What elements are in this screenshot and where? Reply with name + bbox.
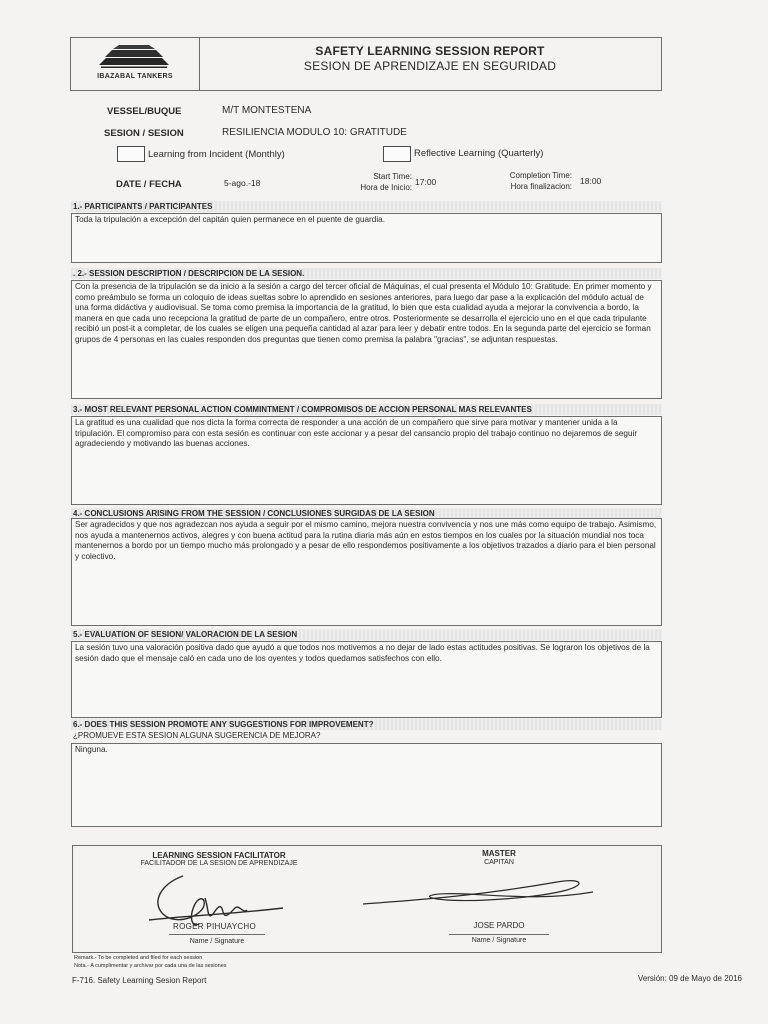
master-signature-icon xyxy=(357,870,597,914)
completion-time-label-es: Hora finalizacion: xyxy=(510,182,572,191)
master-name-caption: Name / Signature xyxy=(471,937,527,944)
session-value: RESILIENCIA MODULO 10: GRATITUDE xyxy=(222,127,407,138)
session-label: SESION / SESION xyxy=(104,128,184,139)
suggestions-heading: 6.- DOES THIS SESSION PROMOTE ANY SUGGESTIONS FOR IMPROVEMENT? xyxy=(71,719,662,730)
suggestions-field[interactable]: Ninguna. xyxy=(71,743,662,827)
facilitator-name-caption: Name / Signature xyxy=(189,938,245,945)
evaluation-heading: 5.- EVALUATION OF SESION/ VALORACION DE LA SESION xyxy=(71,629,662,640)
facilitator-title: LEARNING SESSION FACILITATOR xyxy=(152,851,286,860)
form-id: F-716. Safety Learning Sesion Report xyxy=(72,976,207,985)
vessel-label: VESSEL/BUQUE xyxy=(107,106,182,117)
suggestions-heading-es: ¿PROMUEVE ESTA SESION ALGUNA SUGERENCIA DE MEJORA? xyxy=(73,731,321,740)
facilitator-name: ROGER PIHUAYCHO xyxy=(173,922,257,931)
tanker-logo-icon xyxy=(99,45,169,69)
start-time-label: Start Time: xyxy=(373,172,412,181)
report-title: SAFETY LEARNING SESSION REPORT xyxy=(315,44,545,58)
evaluation-field[interactable]: La sesión tuvo una valoración positiva dado que ayudó a que todos nos motivemos a no dejar de lado estas actitudes positivas. Se lograron los objetivos de la sesión dado que el mensaje caló en cada uno de los oyentes y todos quedamos satisfechos con ello. xyxy=(71,641,662,718)
nota-note: Nota.- A cumplimentar y archivar por cada una de las sesiones xyxy=(74,963,227,969)
start-time-value: 17:00 xyxy=(415,177,437,187)
start-time-label-es: Hora de Inicio: xyxy=(360,183,412,192)
conclusions-heading: 4.- CONCLUSIONS ARISING FROM THE SESSION / CONCLUSIONES SURGIDAS DE LA SESION xyxy=(71,508,662,519)
company-logo xyxy=(71,38,200,90)
completion-time-value: 18:00 xyxy=(580,176,602,186)
logo-text: IBAZABAL TANKERS xyxy=(97,73,173,80)
incident-checkbox[interactable] xyxy=(117,146,145,162)
reflective-checkbox[interactable] xyxy=(383,146,411,162)
commitment-heading: 3.- MOST RELEVANT PERSONAL ACTION COMMINTMENT / COMPROMISOS DE ACCION PERSONAL MAS RELEVANTES xyxy=(71,404,662,415)
master-name: JOSE PARDO xyxy=(473,921,525,930)
commitment-field[interactable]: La gratitud es una cualidad que nos dicta la forma correcta de responder a una acción de un compañero que sirve para motivar y mantener unida a la tripulación. El compromiso para con esta sesión es continuar con este accionar y a pesar del cansancio propio del trabajo continuo no dejaremos de seguir agradeciendo y motivando las buenas acciones. xyxy=(71,416,662,505)
report-header xyxy=(70,37,662,91)
incident-option-label: Learning from Incident (Monthly) xyxy=(148,149,285,160)
date-value: 5-ago.-18 xyxy=(224,178,261,188)
participants-field[interactable]: Toda la tripulación a excepción del capitán quien permanece en el puente de guardia. xyxy=(71,213,662,263)
completion-time-label: Completion Time: xyxy=(509,171,572,180)
date-label: DATE / FECHA xyxy=(116,179,182,190)
master-subtitle: CAPITAN xyxy=(484,859,514,866)
report-subtitle: SESION DE APRENDIZAJE EN SEGURIDAD xyxy=(303,59,557,73)
remark-note: Remark.- To be completed and filed for each session xyxy=(74,955,203,961)
master-title: MASTER xyxy=(482,849,516,858)
session-description-field[interactable]: Con la presencia de la tripulación se da inicio a la sesión a cargo del tercer oficial de Máquinas, el cual presenta el Módulo 10: Gratitude. En primer momento y como preámbulo se forma un coloquio de ideas sueltas sobre lo aprendido en sesiones anteriores, para luego dar pase a la explicación del módulo actual de una forma didáctiva y audiovisual. Se toma como premisa la importancia de la gratitud, lo bien que esta cualidad ayuda a mejorar la convivencia a bordo, la manera en que cada uno recepciona la gratitud de parte de un compañero, entre otros. Posteriormente se desarrolla el ejercicio uno en el que cada tripulante recibió un post-it a completar, de los cuales se eligen una pequeña cantidad al azar para leer y debatir entre todos. En la segunda parte del ejercicio se forman grupos de 4 personas en las cuales responden dos preguntas que tienen como premisa la palabra "gracias", se adjuntan respuestas. xyxy=(71,280,662,399)
vessel-value: M/T MONTESTENA xyxy=(222,105,312,116)
participants-heading: 1.- PARTICIPANTS / PARTICIPANTES xyxy=(71,201,662,212)
session-description-heading: . 2.- SESSION DESCRIPTION / DESCRIPCION DE LA SESION. xyxy=(71,268,662,279)
version-text: Versión: 09 de Mayo de 2016 xyxy=(637,974,742,983)
conclusions-field[interactable]: Ser agradecidos y que nos agradezcan nos ayuda a seguir por el mismo camino, mejora nuestra convivencia y nos une más como equipo de trabajo. Asimismo, nos ayuda a mantenernos activos, alegres y con buena actitud para la rutina diaria más aún en estos tiempos en los cuales por la situación mundial nos toca mantenernos a bordo por un tiempo mucho más prolongado y a pesar de ello respondemos positivamente a los objetivos trazados a diario para el bien personal y colectivo. xyxy=(71,518,662,626)
signature-block xyxy=(72,845,662,953)
reflective-option-label: Reflective Learning (Quarterly) xyxy=(414,148,544,159)
facilitator-subtitle: FACILITADOR DE LA SESION DE APRENDIZAJE xyxy=(140,860,298,867)
